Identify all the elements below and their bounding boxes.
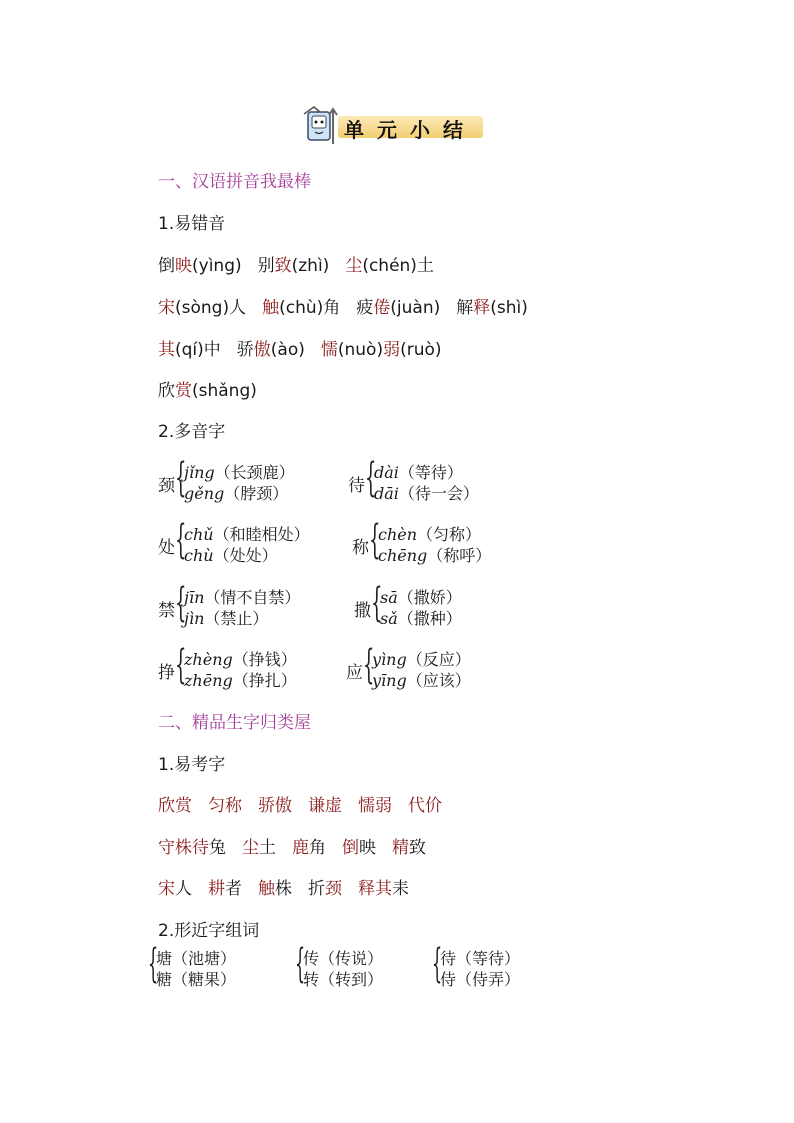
pinyin-line-1 [158,251,434,276]
highlight-text: 倒 [342,838,359,858]
pinyin: zhèng [184,650,233,669]
highlight-text: 弱 [383,340,401,360]
example-word: （挣钱） [232,650,297,669]
highlight-text: 鹿 [292,838,309,858]
text-segment: 欣 [158,381,175,401]
reading-row [184,481,288,504]
example-word: （禁止） [204,609,269,628]
text-segment: 折 [308,879,325,899]
reading-row [380,585,462,608]
reading-row [378,522,481,545]
example-word: （长颈鹿） [214,463,295,482]
reading-row [380,606,462,629]
highlight-text: 代价 [408,796,442,816]
reading-row [184,606,268,629]
highlight-text: 释 [473,298,491,318]
example-word: （处处） [213,546,278,565]
example-word: （撒种） [397,609,462,628]
brace: { [365,455,377,501]
brace: { [175,455,187,501]
text-segment: 倒 [158,256,175,276]
highlight-text: 耕 [208,879,225,899]
highlight-text: 尘 [242,838,259,858]
text-segment: 骄 [236,340,254,360]
word-line-3 [158,874,409,899]
compare-word: 转（转到） [303,970,384,989]
brace: { [175,580,187,626]
example-word: （反应） [406,650,471,669]
polyphone-char: 挣 [158,663,175,683]
highlight-text: 触 [258,879,275,899]
pinyin: chēng [378,546,428,565]
pinyin: dāi [374,484,399,503]
reading-row [184,522,310,545]
text-segment: (ruò) [400,340,442,360]
compare-word: 传（传说） [303,949,384,968]
polyphone-char: 禁 [158,601,175,621]
text-segment: 人 [175,879,192,899]
example-word: （情不自禁） [204,588,301,607]
polyphone-char: 颈 [158,476,175,496]
brace: { [432,941,443,987]
unit-summary-title [300,104,490,146]
highlight-text: 颈 [325,879,342,899]
example-word: （应该） [406,671,471,690]
polyphone-char: 应 [346,663,363,683]
brace: { [369,517,381,563]
pinyin: jìn [184,609,205,628]
example-word: （和睦相处） [213,525,310,544]
polyphone-char: 处 [158,538,175,558]
text-segment: (yìng) [192,256,242,276]
reading-row [184,647,297,670]
pinyin: yìng [372,650,407,669]
example-word: （待一会） [398,484,479,503]
reading-row [184,668,297,691]
compare-word: 待（等待） [440,949,521,968]
highlight-text: 匀称 [208,796,242,816]
pinyin: zhēng [184,671,233,690]
pinyin-line-3 [158,335,442,360]
text-segment: 疲 [356,298,374,318]
text-segment: 角 [309,838,326,858]
text-segment: 兔 [209,838,226,858]
compare-word: 侍（侍弄） [440,970,521,989]
section1-heading: 一、汉语拼音我最棒 [158,172,311,192]
highlight-text: 触 [262,298,280,318]
polyphone-char: 待 [348,476,365,496]
highlight-text: 其 [158,340,175,360]
compare-word: 塘（池塘） [156,949,237,968]
pinyin: sā [380,588,398,607]
text-segment: (juàn) [390,298,441,318]
pinyin: sǎ [380,609,398,628]
example-word: （等待） [398,463,463,482]
highlight-text: 骄傲 [258,796,292,816]
pinyin: dài [374,463,399,482]
highlight-text: 傲 [253,340,271,360]
text-segment: 株 [275,879,292,899]
polyphone-char: 撒 [354,601,371,621]
text-segment: 土 [259,838,276,858]
example-word: （匀称） [417,525,482,544]
pinyin-line-4 [158,376,257,401]
section1-sub2: 2.多音字 [158,422,226,442]
text-segment: (chù)角 [279,298,341,318]
reading-row [184,460,295,483]
brace: { [148,941,159,987]
text-segment: 解 [456,298,474,318]
brace: { [371,580,383,626]
pinyin: jīn [184,588,205,607]
book-mascot-icon [300,104,340,146]
pinyin: chù [184,546,214,565]
text-segment: 映 [359,838,376,858]
example-word: （撒娇） [397,588,462,607]
reading-row [374,481,479,504]
pinyin: chǔ [184,525,214,544]
highlight-text: 赏 [175,381,192,401]
highlight-text: 致 [274,256,292,276]
page-title: 单元小结 [344,118,476,142]
reading-row [374,460,463,483]
pinyin: gěng [184,484,225,503]
example-word: （挣扎） [232,671,297,690]
pinyin-line-2 [158,293,528,318]
reading-row [372,647,471,670]
reading-row [378,543,491,566]
word-line-2 [158,833,426,858]
highlight-text: 释 [358,879,375,899]
section2-sub2: 2.形近字组词 [158,921,260,941]
example-word: （脖颈） [224,484,289,503]
highlight-text: 宋 [158,879,175,899]
highlight-text: 懦 [320,340,338,360]
reading-row [372,668,471,691]
text-segment: 别 [257,256,275,276]
text-segment: (nuò) [337,340,384,360]
section1-sub1: 1.易错音 [158,214,226,234]
text-segment: 致 [409,838,426,858]
reading-row [184,543,278,566]
highlight-text: 欣赏 [158,796,192,816]
text-segment: 耒 [392,879,409,899]
word-line-1 [158,791,442,816]
text-segment: (qí)中 [175,340,221,360]
reading-row [184,585,300,608]
text-segment: (shǎng) [192,381,257,401]
highlight-text: 映 [175,256,192,276]
highlight-text: 懦弱 [358,796,392,816]
brace: { [295,941,306,987]
section2-sub1: 1.易考字 [158,755,226,775]
highlight-text: 宋 [158,298,175,318]
highlight-text: 倦 [373,298,391,318]
highlight-text: 其 [375,879,392,899]
section2-heading: 二、精品生字归类屋 [158,713,311,733]
example-word: （称呼） [427,546,492,565]
text-segment: (chén)土 [362,256,434,276]
compare-word: 糖（糖果） [156,970,237,989]
text-segment: (ào) [270,340,305,360]
polyphone-char: 称 [352,538,369,558]
text-segment: 者 [225,879,242,899]
pinyin: chèn [378,525,418,544]
highlight-text: 谦虚 [308,796,342,816]
highlight-text: 尘 [345,256,363,276]
text-segment: (zhì) [291,256,330,276]
brace: { [363,642,375,688]
highlight-text: 精 [392,838,409,858]
pinyin: yīng [372,671,407,690]
text-segment: (sòng)人 [175,298,247,318]
brace: { [175,642,187,688]
pinyin: jǐng [184,463,215,482]
brace: { [175,517,187,563]
text-segment: (shì) [490,298,528,318]
highlight-text: 守株待 [158,838,209,858]
